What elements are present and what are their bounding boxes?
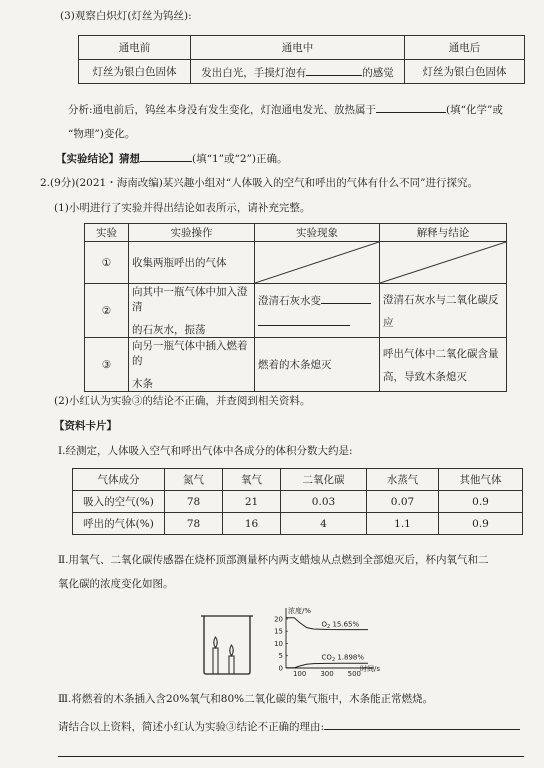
reason-blank-1[interactable]: [324, 718, 520, 730]
gas-header-3: 二氧化碳: [281, 469, 367, 491]
exp-row2-conc: 澄清石灰水与二氧化碳反 应: [380, 284, 507, 338]
reason-blank-2[interactable]: [58, 745, 524, 757]
answer-line-2: [58, 745, 524, 760]
gas-exhaled-label: 呼出的气体(%): [73, 513, 165, 535]
y-tick-label: 5: [278, 652, 283, 661]
x-axis-label: 时间/s: [360, 665, 381, 673]
beaker-candles-illustration: [196, 612, 258, 676]
exp-header-num: 实验: [85, 224, 129, 242]
exp-header-phen: 实验现象: [255, 224, 380, 242]
exp-row1-conc-diagonal: [380, 242, 507, 284]
analysis-line-1: 分析:通电前后，钨丝本身没有发生变化，灯泡通电发光、放热属于 (填“化学”或: [68, 101, 503, 117]
gas-header-1: 氮气: [165, 469, 223, 491]
series-label-o2: $O_2$ 15.65%: [321, 620, 360, 630]
gas-exhaled-other: 0.9: [439, 513, 523, 535]
gas-header-4: 水蒸气: [367, 469, 439, 491]
exp-header-op: 实验操作: [129, 224, 255, 242]
card-title: 【资料卡片】: [54, 420, 117, 432]
bulb-before-cell: 灯丝为银白色固体: [79, 60, 191, 84]
bulb-during-cell: 发出白光，手摸灯泡有 的感觉: [191, 60, 405, 84]
y-axis-label: 浓度/%: [288, 607, 312, 615]
y-tick-label: 10: [274, 639, 283, 648]
exp-header-conc: 解释与结论: [380, 224, 507, 242]
exp-row2-op: 向其中一瓶气体中加入澄清 的石灰水，振荡: [129, 284, 255, 338]
bulb-header-during: 通电中: [191, 36, 405, 60]
limewater-blank-1[interactable]: [321, 292, 371, 304]
feeling-blank[interactable]: [306, 64, 362, 76]
change-type-blank[interactable]: [376, 101, 446, 113]
bulb-header-before: 通电前: [79, 36, 191, 60]
gas-inhaled-h2o: 0.07: [367, 491, 439, 513]
gas-inhaled-n2: 78: [165, 491, 223, 513]
info-2-line-2: 氧化碳的浓度变化如图。: [58, 578, 174, 590]
bulb-header-after: 通电后: [405, 36, 525, 60]
gas-inhaled-label: 吸入的空气(%): [73, 491, 165, 513]
gas-inhaled-other: 0.9: [439, 491, 523, 513]
gas-inhaled-o2: 21: [223, 491, 281, 513]
step3-text: (3)观察白炽灯(灯丝为钨丝):: [60, 10, 192, 22]
gas-exhaled-co2: 4: [281, 513, 367, 535]
gas-inhaled-co2: 0.03: [281, 491, 367, 513]
exp-row1-num: ①: [85, 242, 129, 284]
exp-row2-num: ②: [85, 284, 129, 338]
hypothesis-blank[interactable]: [140, 150, 192, 162]
exp-row2-phen: 澄清石灰水变: [255, 284, 380, 338]
exp-row3-conc: 呼出气体中二氧化碳含量 高，导致木条熄灭: [380, 338, 507, 392]
y-tick-label: 0: [278, 664, 283, 673]
gas-header-0: 气体成分: [73, 469, 165, 491]
info-3: Ⅲ.将燃着的木条插入含20%氧气和80%二氧化碳的集气瓶中，木条能正常燃烧。: [58, 693, 434, 705]
bulb-after-cell: 灯丝为银白色固体: [405, 60, 525, 84]
q2-sub1: (1)小明进行了实验并得出结论如表所示，请补充完整。: [54, 202, 311, 214]
concentration-chart: [262, 602, 382, 682]
gas-exhaled-o2: 16: [223, 513, 281, 535]
y-tick-label: 15: [274, 627, 283, 636]
limewater-blank-2[interactable]: [258, 314, 350, 326]
exp-row1-phen-diagonal: [255, 242, 380, 284]
gas-table: [72, 468, 523, 535]
q2-sub2: (2)小红认为实验③的结论不正确，并查阅到相关资料。: [54, 395, 311, 407]
exp-row1-op: 收集两瓶呼出的气体: [129, 242, 255, 284]
gas-exhaled-h2o: 1.1: [367, 513, 439, 535]
conclusion-line: 【实验结论】猜想 (填“1”或“2”)正确。: [56, 150, 288, 166]
series-label-co2: $CO_2$ 1.898%: [321, 653, 365, 663]
y-tick-label: 20: [274, 615, 283, 624]
info-2-line-1: Ⅱ.用氧气、二氧化碳传感器在烧杯顶部测量杯内两支蜡烛从点燃到全部熄灭后，杯内氧气和二: [58, 554, 489, 566]
gas-exhaled-n2: 78: [165, 513, 223, 535]
q2-title: 2.(9分)(2021・海南改编)某兴趣小组对“人体吸入的空气和呼出的气体有什么不同”进行探究。: [40, 177, 479, 189]
analysis-line-2: “物理”)变化。: [68, 128, 136, 140]
bulb-table: [78, 35, 525, 84]
info-1: Ⅰ.经测定，人体吸入空气和呼出气体中各成分的体积分数大约是:: [58, 445, 353, 457]
exp-row3-phen: 燃着的木条熄灭: [255, 338, 380, 392]
x-tick-label: 100: [292, 670, 307, 678]
gas-header-2: 氧气: [223, 469, 281, 491]
series-line-co2: [286, 663, 368, 668]
experiment-table: [84, 223, 507, 392]
x-tick-label: 500: [347, 670, 362, 678]
exp-row3-num: ③: [85, 338, 129, 392]
x-tick-label: 300: [320, 670, 334, 678]
prompt-line: 请结合以上资料，简述小红认为实验③结论不正确的理由:: [58, 718, 520, 734]
gas-header-5: 其他气体: [439, 469, 523, 491]
exp-row3-op: 向另一瓶气体中插入燃着的 木条: [129, 338, 255, 392]
